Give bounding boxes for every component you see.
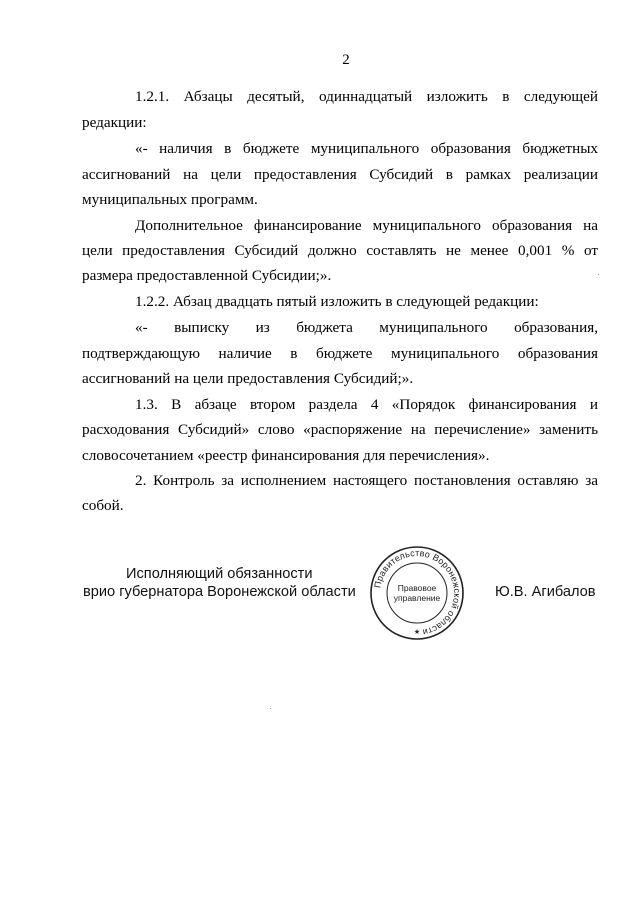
scan-speck [270, 708, 271, 709]
paragraph-line: словосочетанием «реестр финансирования для перечисления». [82, 447, 490, 464]
page-number: 2 [342, 52, 350, 68]
scan-speck [598, 274, 599, 275]
paragraph-line: муниципальных программ. [82, 191, 258, 208]
paragraph-line: цели предоставления Субсидий должно составлять не менее 0,001 % от [82, 242, 598, 259]
stamp-center-line2: управление [393, 593, 441, 603]
paragraph-line: 2. Контроль за исполнением настоящего постановления оставляю за [135, 472, 598, 489]
paragraph-line: Дополнительное финансирование муниципального образования на [135, 217, 598, 234]
paragraph-line: 1.2.1. Абзацы десятый, одиннадцатый изложить в следующей [135, 88, 598, 105]
paragraph-line: расходования Субсидий» слово «распоряжение на перечисление» заменить [82, 421, 598, 438]
signatory-position-line1: Исполняющий обязанности [126, 566, 313, 582]
paragraph-line: 1.3. В абзаце втором раздела 4 «Порядок финансирования и [135, 396, 598, 413]
paragraph-line: «- наличия в бюджете муниципального образования бюджетных [135, 140, 598, 157]
paragraph-line: ассигнований на цели предоставления Субсидий в рамках реализации [82, 166, 598, 183]
paragraph-line: собой. [82, 497, 124, 514]
paragraph-line: ассигнований на цели предоставления Субсидий;». [82, 370, 414, 387]
signatory-name: Ю.В. Агибалов [495, 584, 596, 600]
stamp-ring-text: Правительство Воронежской области [372, 547, 463, 638]
paragraph-line: подтверждающую наличие в бюджете муниципального образования [82, 345, 598, 362]
paragraph-line: редакции: [82, 114, 147, 131]
official-stamp [369, 545, 465, 641]
paragraph-line: «- выписку из бюджета муниципального образования, [135, 319, 598, 336]
paragraph-line: 1.2.2. Абзац двадцать пятый изложить в следующей редакции: [135, 293, 539, 310]
paragraph-line: размера предоставленной Субсидии;». [82, 267, 332, 284]
stamp-center-line1: Правовое [397, 583, 437, 593]
signatory-position-line2: врио губернатора Воронежской области [83, 584, 356, 600]
stamp-star-icon: ★ [413, 629, 421, 636]
